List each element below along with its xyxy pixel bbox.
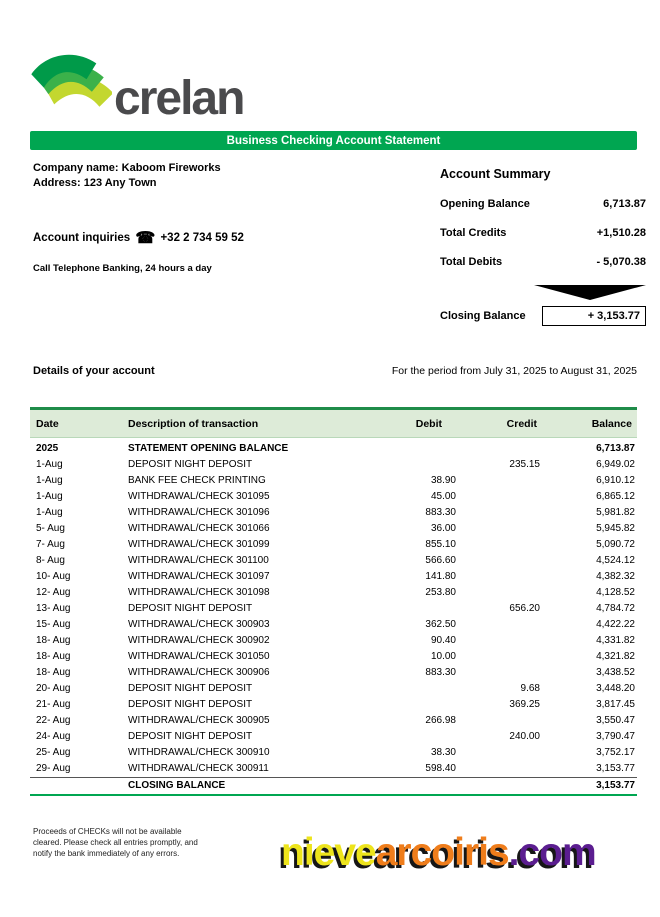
cell-date: 20- Aug <box>36 683 71 694</box>
watermark-part: arcoiris <box>375 831 509 874</box>
account-summary <box>440 167 646 326</box>
account-inquiries-label: Account inquiries <box>33 232 131 244</box>
cell-debit: 598.40 <box>425 763 456 774</box>
disclaimer-line: notify the bank immediately of any errors. <box>33 849 180 858</box>
cell-balance: 3,790.47 <box>596 731 635 742</box>
table-row <box>30 585 637 601</box>
account-summary-title: Account Summary <box>440 167 551 181</box>
cell-credit: 369.25 <box>509 699 540 710</box>
summary-label: Total Debits <box>440 256 503 268</box>
table-row <box>30 457 637 473</box>
cell-credit <box>468 633 553 649</box>
statement-banner <box>30 131 637 150</box>
cell-date: 24- Aug <box>36 731 71 742</box>
table-row <box>30 473 637 489</box>
cell-balance: 3,448.20 <box>596 683 635 694</box>
cell-debit: 45.00 <box>430 491 456 502</box>
cell-date: 25- Aug <box>36 747 71 758</box>
cell-desc: WITHDRAWAL/CHECK 300903 <box>128 619 270 630</box>
customer-block <box>33 161 221 191</box>
cell-date: 10- Aug <box>36 571 71 582</box>
cell-credit <box>468 617 553 633</box>
phone-number: +32 2 734 59 52 <box>160 232 244 244</box>
summary-row <box>440 198 646 210</box>
cell-credit <box>468 713 553 729</box>
cell-credit <box>468 489 553 505</box>
cell-debit <box>368 729 468 745</box>
cell-credit <box>468 745 553 761</box>
cell-debit: 883.30 <box>425 667 456 678</box>
cell-balance: 6,949.02 <box>596 459 635 470</box>
cell-balance: 3,438.52 <box>596 667 635 678</box>
disclaimer-line: Proceeds of CHECKs will not be available <box>33 827 182 836</box>
cell-balance: 4,331.82 <box>596 635 635 646</box>
cell-date: 21- Aug <box>36 699 71 710</box>
disclaimer-line: cleared. Please check all entries promptly, and <box>33 838 198 847</box>
cell-credit <box>468 585 553 601</box>
header-debit: Debit <box>368 409 468 438</box>
cell-desc: WITHDRAWAL/CHECK 300910 <box>128 747 270 758</box>
cell-date: 18- Aug <box>36 667 71 678</box>
cell-credit <box>468 778 553 796</box>
cell-desc: WITHDRAWAL/CHECK 300902 <box>128 635 270 646</box>
account-inquiries-line <box>33 228 244 248</box>
cell-date: 12- Aug <box>36 587 71 598</box>
cell-desc: WITHDRAWAL/CHECK 300905 <box>128 715 270 726</box>
cell-desc: WITHDRAWAL/CHECK 301050 <box>128 651 270 662</box>
transactions-header <box>30 409 637 438</box>
summary-row <box>440 256 646 268</box>
cell-credit: 240.00 <box>509 731 540 742</box>
summary-value: 6,713.87 <box>603 198 646 210</box>
cell-debit: 253.80 <box>425 587 456 598</box>
cell-date: 1-Aug <box>36 507 63 518</box>
cell-balance: 3,153.77 <box>596 763 635 774</box>
table-row <box>30 745 637 761</box>
cell-desc: CLOSING BALANCE <box>118 778 368 796</box>
phone-icon: ☎ <box>135 230 156 247</box>
cell-desc: WITHDRAWAL/CHECK 300911 <box>128 763 269 774</box>
cell-balance: 5,090.72 <box>596 539 635 550</box>
cell-debit <box>368 438 468 458</box>
cell-date: 29- Aug <box>36 763 71 774</box>
crelan-leaves-icon <box>26 48 112 124</box>
cell-balance: 4,422.22 <box>596 619 635 630</box>
watermark-part: .com <box>508 831 596 874</box>
table-row <box>30 778 637 796</box>
statement-banner-title: Business Checking Account Statement <box>226 134 441 147</box>
cell-date: 7- Aug <box>36 539 65 550</box>
details-title: Details of your account <box>33 365 155 377</box>
cell-debit: 266.98 <box>425 715 456 726</box>
disclaimer-text <box>33 826 198 859</box>
summary-label: Opening Balance <box>440 198 530 210</box>
closing-balance-row <box>440 306 646 326</box>
closing-balance-value: + 3,153.77 <box>542 306 646 326</box>
cell-balance: 4,321.82 <box>596 651 635 662</box>
cell-credit <box>468 438 553 458</box>
summary-rows <box>440 198 646 268</box>
summary-value: +1,510.28 <box>596 227 646 239</box>
header-credit: Credit <box>468 409 553 438</box>
cell-debit <box>368 457 468 473</box>
table-row <box>30 521 637 537</box>
summary-value: - 5,070.38 <box>596 256 646 268</box>
cell-balance: 3,550.47 <box>596 715 635 726</box>
cell-date: 2025 <box>36 443 59 454</box>
cell-credit <box>468 537 553 553</box>
cell-debit: 566.60 <box>425 555 456 566</box>
table-row <box>30 729 637 745</box>
cell-balance: 6,910.12 <box>596 475 635 486</box>
cell-credit <box>468 521 553 537</box>
cell-debit: 10.00 <box>430 651 456 662</box>
cell-credit <box>468 505 553 521</box>
cell-debit: 362.50 <box>425 619 456 630</box>
cell-debit: 141.80 <box>425 571 456 582</box>
cell-date: 1-Aug <box>36 475 63 486</box>
cell-balance: 5,981.82 <box>596 507 635 518</box>
cell-debit: 90.40 <box>430 635 456 646</box>
table-row <box>30 681 637 697</box>
cell-credit <box>468 569 553 585</box>
header-desc: Description of transaction <box>118 409 368 438</box>
cell-date: 18- Aug <box>36 651 71 662</box>
crelan-logo <box>26 48 243 124</box>
table-row <box>30 761 637 778</box>
cell-balance: 3,817.45 <box>596 699 635 710</box>
cell-desc: WITHDRAWAL/CHECK 301095 <box>128 491 270 502</box>
table-row <box>30 649 637 665</box>
cell-credit <box>468 665 553 681</box>
cell-desc: WITHDRAWAL/CHECK 301100 <box>128 555 269 566</box>
summary-label: Total Credits <box>440 227 507 239</box>
cell-debit <box>368 681 468 697</box>
cell-debit: 38.90 <box>430 475 456 486</box>
header-date: Date <box>30 409 118 438</box>
cell-date: 13- Aug <box>36 603 71 614</box>
transactions-table <box>30 407 637 796</box>
table-row <box>30 505 637 521</box>
cell-desc: DEPOSIT NIGHT DEPOSIT <box>128 731 253 742</box>
table-row <box>30 617 637 633</box>
cell-credit <box>468 649 553 665</box>
cell-date: 5- Aug <box>36 523 65 534</box>
cell-credit <box>468 553 553 569</box>
cell-balance: 6,713.87 <box>596 443 635 454</box>
cell-desc: WITHDRAWAL/CHECK 301097 <box>128 571 270 582</box>
table-row <box>30 553 637 569</box>
cell-balance: 4,524.12 <box>596 555 635 566</box>
statement-period: For the period from July 31, 2025 to August 31, 2025 <box>391 365 637 377</box>
cell-debit: 883.30 <box>425 507 456 518</box>
summary-row <box>440 227 646 239</box>
watermark <box>281 831 596 875</box>
telephone-banking-note: Call Telephone Banking, 24 hours a day <box>33 263 212 274</box>
cell-date: 1-Aug <box>36 491 63 502</box>
cell-balance: 3,752.17 <box>596 747 635 758</box>
cell-desc: WITHDRAWAL/CHECK 301066 <box>128 523 270 534</box>
table-row <box>30 569 637 585</box>
table-row <box>30 489 637 505</box>
table-row <box>30 697 637 713</box>
header-balance: Balance <box>553 409 637 438</box>
cell-date <box>30 778 118 796</box>
company-name-line: Company name: Kaboom Fireworks <box>33 162 221 174</box>
cell-date: 1-Aug <box>36 459 63 470</box>
address-line: Address: 123 Any Town <box>33 177 157 189</box>
cell-date: 18- Aug <box>36 635 71 646</box>
transactions-body <box>30 438 637 796</box>
cell-desc: WITHDRAWAL/CHECK 301099 <box>128 539 270 550</box>
table-row <box>30 601 637 617</box>
table-row <box>30 537 637 553</box>
cell-date: 8- Aug <box>36 555 65 566</box>
down-arrow-icon <box>534 285 646 300</box>
cell-credit: 9.68 <box>520 683 540 694</box>
cell-desc: DEPOSIT NIGHT DEPOSIT <box>128 699 253 710</box>
cell-debit: 38.30 <box>430 747 456 758</box>
cell-debit <box>368 778 468 796</box>
closing-balance-label: Closing Balance <box>440 310 526 322</box>
table-row <box>30 438 637 458</box>
cell-credit <box>468 473 553 489</box>
header-row <box>30 409 637 438</box>
cell-desc: DEPOSIT NIGHT DEPOSIT <box>128 683 253 694</box>
cell-date: 22- Aug <box>36 715 71 726</box>
cell-desc: WITHDRAWAL/CHECK 301098 <box>128 587 270 598</box>
cell-desc: STATEMENT OPENING BALANCE <box>128 443 289 454</box>
cell-balance: 4,128.52 <box>596 587 635 598</box>
cell-balance: 6,865.12 <box>596 491 635 502</box>
cell-balance: 5,945.82 <box>596 523 635 534</box>
cell-balance: 4,382.32 <box>596 571 635 582</box>
cell-balance: 3,153.77 <box>553 778 637 796</box>
cell-desc: DEPOSIT NIGHT DEPOSIT <box>128 603 253 614</box>
cell-balance: 4,784.72 <box>596 603 635 614</box>
table-row <box>30 633 637 649</box>
cell-credit: 656.20 <box>509 603 540 614</box>
cell-credit <box>468 761 553 778</box>
cell-desc: DEPOSIT NIGHT DEPOSIT <box>128 459 253 470</box>
cell-desc: WITHDRAWAL/CHECK 300906 <box>128 667 270 678</box>
cell-desc: WITHDRAWAL/CHECK 301096 <box>128 507 270 518</box>
cell-debit <box>368 601 468 617</box>
table-row <box>30 665 637 681</box>
details-header-row <box>33 365 637 377</box>
cell-credit: 235.15 <box>509 459 540 470</box>
cell-date: 15- Aug <box>36 619 71 630</box>
brand-wordmark: crelan <box>114 72 244 126</box>
cell-desc: BANK FEE CHECK PRINTING <box>128 475 266 486</box>
table-row <box>30 713 637 729</box>
watermark-part: nieve <box>281 831 376 874</box>
cell-debit <box>368 697 468 713</box>
cell-debit: 855.10 <box>425 539 456 550</box>
cell-debit: 36.00 <box>430 523 456 534</box>
